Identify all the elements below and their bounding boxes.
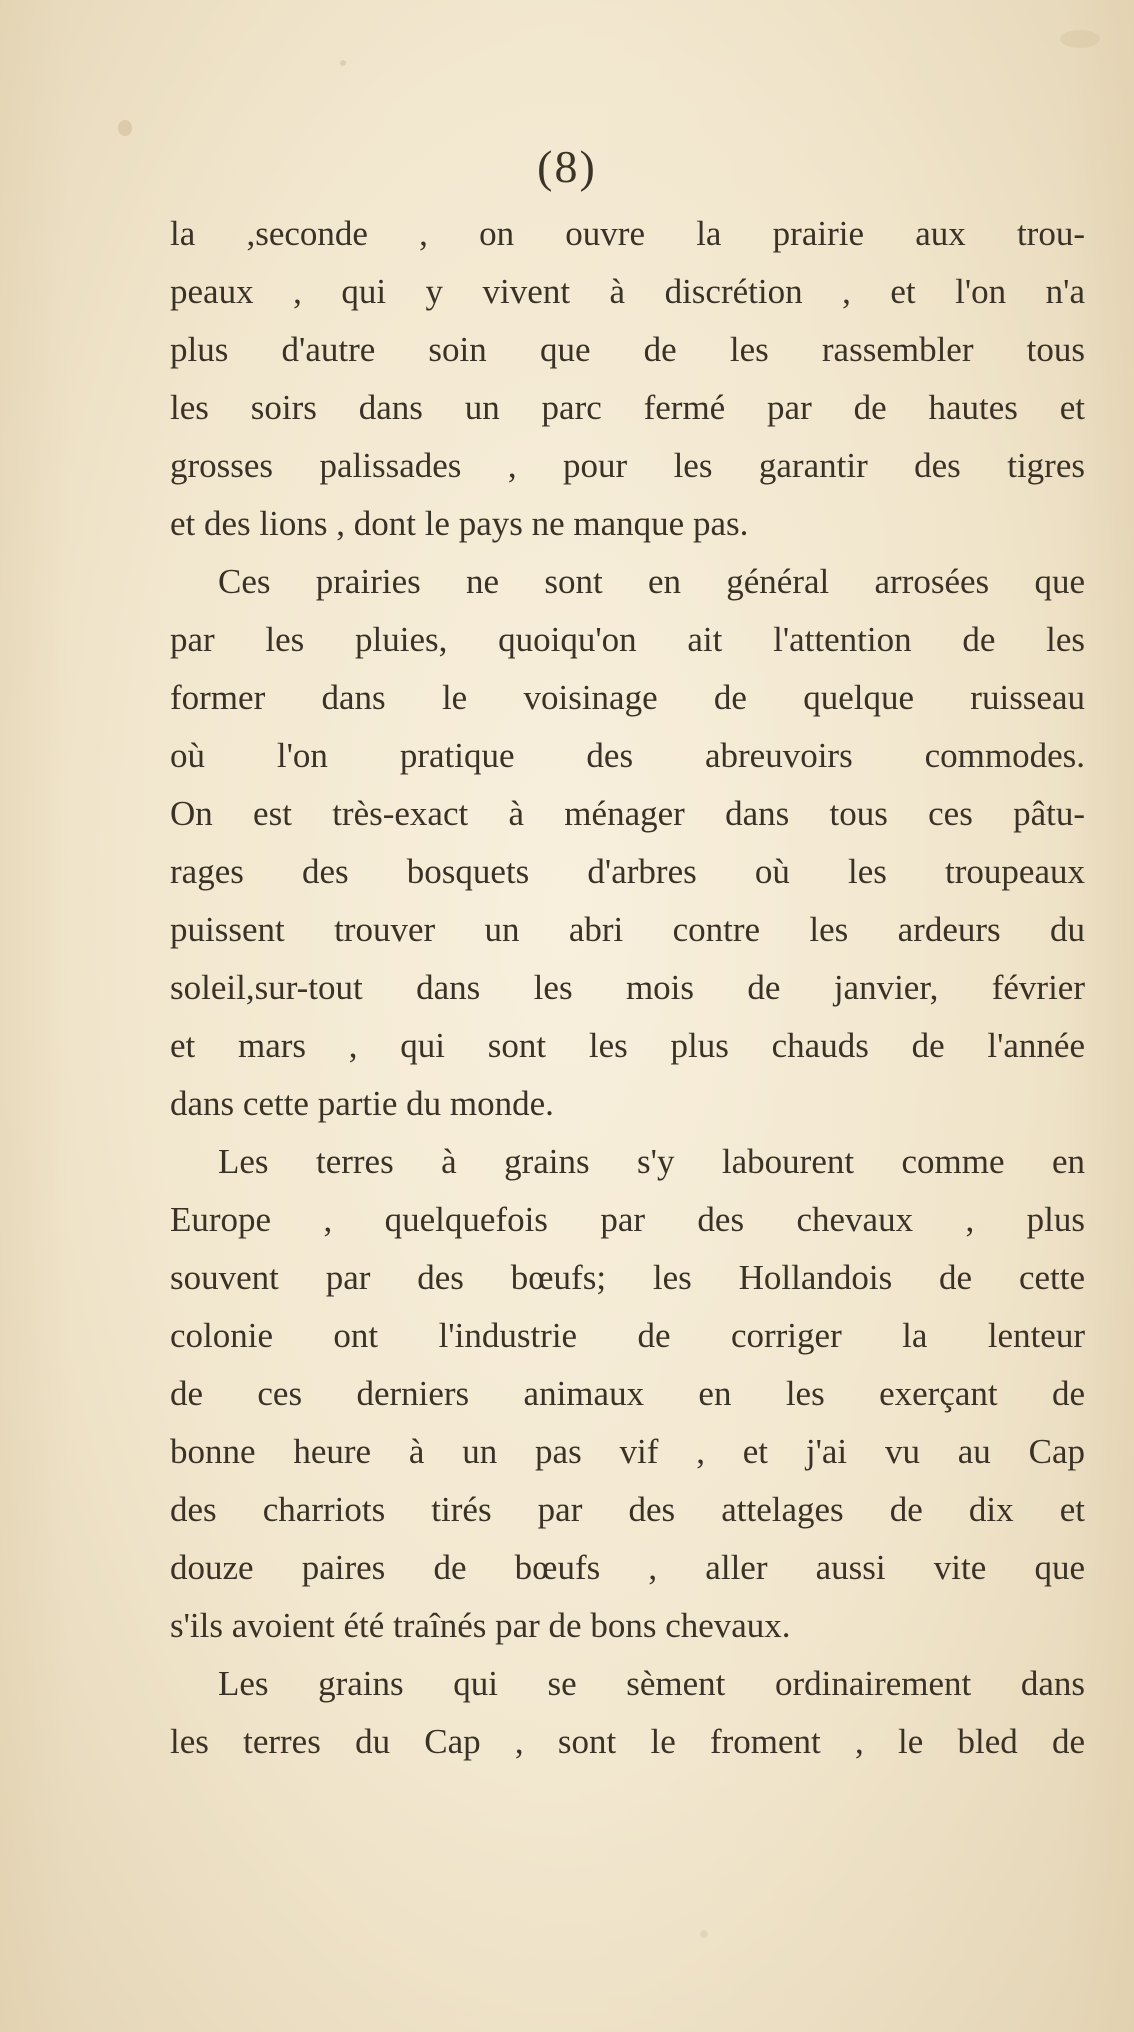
text-line: On est très-exact à ménager dans tous ces pâtu- (170, 794, 1085, 833)
body-text (170, 205, 1085, 1771)
text-line: et des lions , dont le pays ne manque pas. (170, 504, 749, 543)
text-line: les terres du Cap , sont le froment , le bled de (170, 1722, 1085, 1761)
paragraph-start-line: Les grains qui se sèment ordinairement dans (218, 1664, 1085, 1703)
text-line: soleil,sur-tout dans les mois de janvier, février (170, 968, 1085, 1007)
text-line: rages des bosquets d'arbres où les troupeaux (170, 852, 1085, 891)
text-line: former dans le voisinage de quelque ruisseau (170, 678, 1085, 717)
text-line: plus d'autre soin que de les rassembler tous (170, 330, 1085, 369)
paragraph-start-line: Ces prairies ne sont en général arrosées que (218, 562, 1085, 601)
text-line: les soirs dans un parc fermé par de hautes et (170, 388, 1085, 427)
text-line: puissent trouver un abri contre les ardeurs du (170, 910, 1085, 949)
text-line: bonne heure à un pas vif , et j'ai vu au Cap (170, 1432, 1085, 1471)
text-line: des charriots tirés par des attelages de dix et (170, 1490, 1085, 1529)
paper-stain (1060, 30, 1100, 48)
text-line: et mars , qui sont les plus chauds de l'année (170, 1026, 1085, 1065)
text-line: la ,seconde , on ouvre la prairie aux trou- (170, 214, 1085, 253)
text-line: où l'on pratique des abreuvoirs commodes. (170, 736, 1085, 775)
text-line: colonie ont l'industrie de corriger la lenteur (170, 1316, 1085, 1355)
text-line: souvent par des bœufs; les Hollandois de cette (170, 1258, 1085, 1297)
text-line: Europe , quelquefois par des chevaux , plus (170, 1200, 1085, 1239)
paragraph-start-line: Les terres à grains s'y labourent comme en (218, 1142, 1085, 1181)
paper-stain (700, 1930, 708, 1938)
text-line: s'ils avoient été traînés par de bons chevaux. (170, 1606, 791, 1645)
text-line: de ces derniers animaux en les exerçant de (170, 1374, 1085, 1413)
text-line: grosses palissades , pour les garantir des tigres (170, 446, 1085, 485)
text-line: dans cette partie du monde. (170, 1084, 554, 1123)
page-number: (8) (537, 141, 597, 192)
text-line: douze paires de bœufs , aller aussi vite que (170, 1548, 1085, 1587)
text-line: par les pluies, quoiqu'on ait l'attention de les (170, 620, 1085, 659)
paper-stain (340, 60, 346, 66)
paper-stain (118, 120, 132, 136)
text-line: peaux , qui y vivent à discrétion , et l'on n'a (170, 272, 1085, 311)
